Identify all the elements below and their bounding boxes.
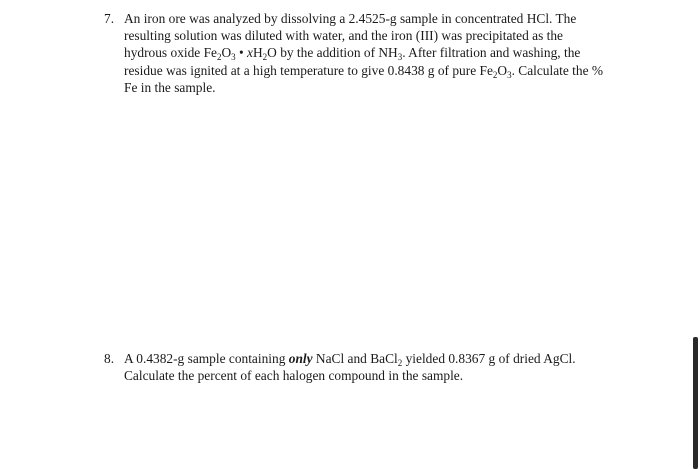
problem-text xyxy=(124,10,603,96)
problem-number: 7. xyxy=(104,11,115,26)
scrollbar[interactable] xyxy=(693,337,698,469)
text-line: An iron ore was analyzed by dissolving a 2.4525-g sample in concentrated HCl. The xyxy=(124,11,577,26)
text-line: residue was ignited at a high temperature to give 0.8438 g of pure $Fe_2O_3$. Calculate the % xyxy=(124,62,604,80)
text-line: A 0.4382-g sample containing only NaCl and BaCl$_2$ yielded 0.8367 g of dried AgCl. xyxy=(124,351,576,368)
text-line: resulting solution was diluted with water, and the iron (III) was precipitated as the xyxy=(124,28,564,44)
text-line: Calculate the percent of each halogen compound in the sample. xyxy=(124,368,464,384)
text-line: Fe in the sample. xyxy=(124,79,216,95)
problem-number: 8. xyxy=(104,351,115,366)
problem-text xyxy=(124,350,576,384)
text-line: hydrous oxide $Fe_2O_3$ • $xH_2O$ by the addition of $NH_3$. After filtration and washing, the xyxy=(124,45,581,63)
